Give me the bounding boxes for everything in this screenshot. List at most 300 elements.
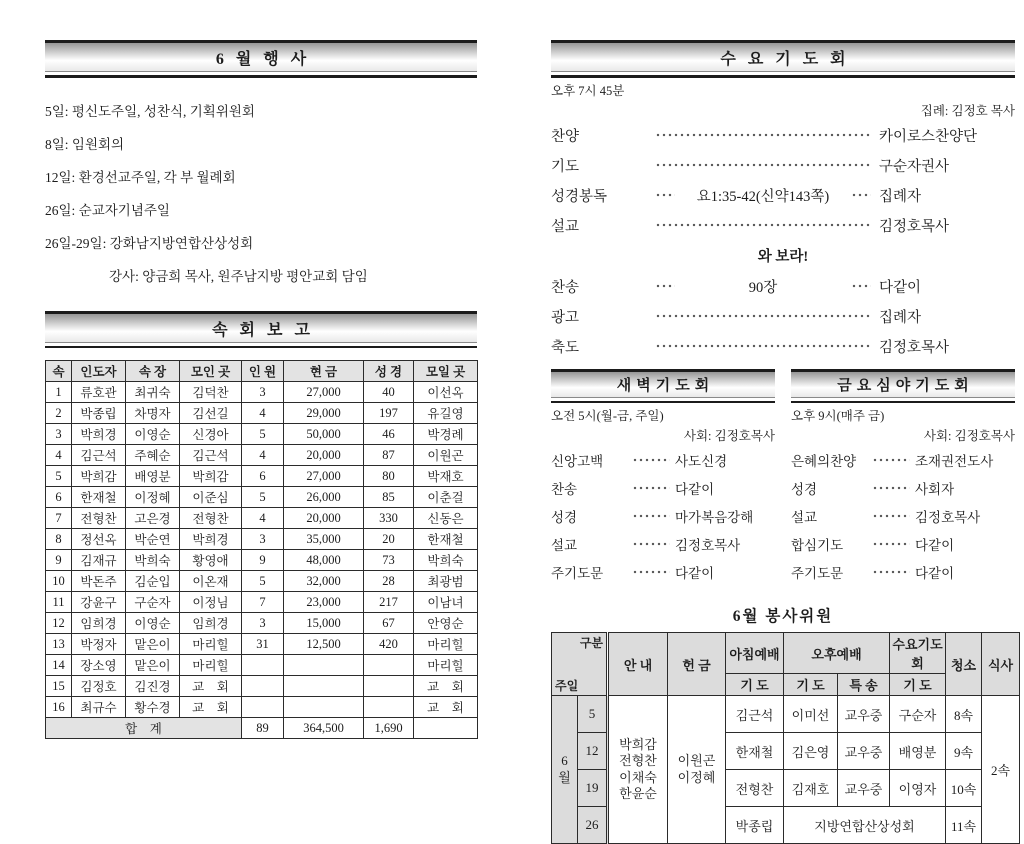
day-cell: 26 bbox=[578, 807, 608, 844]
col-header-meal: 식사 bbox=[982, 633, 1020, 696]
cleaning-cell: 11속 bbox=[946, 807, 982, 844]
committee-title: 6월 봉사위원 bbox=[732, 608, 834, 625]
dotted-leader bbox=[655, 339, 871, 353]
program-item-value: 김정호목사 bbox=[879, 218, 950, 235]
table-cell: 박순연 bbox=[126, 529, 180, 550]
dotted-leader bbox=[851, 279, 871, 293]
afternoon-prayer-cell: 김재호 bbox=[784, 770, 838, 807]
program-row bbox=[791, 478, 1015, 498]
table-row bbox=[46, 592, 478, 613]
dotted-leader bbox=[872, 481, 910, 495]
table-cell: 217 bbox=[364, 592, 414, 613]
table-cell: 한재철 bbox=[414, 529, 478, 550]
dotted-leader bbox=[632, 509, 670, 523]
day-cell: 19 bbox=[578, 770, 608, 807]
table-cell: 80 bbox=[364, 466, 414, 487]
table-cell bbox=[284, 676, 364, 697]
cleaning-cell: 8속 bbox=[946, 696, 982, 733]
total-place-cell bbox=[414, 718, 478, 739]
table-cell: 67 bbox=[364, 613, 414, 634]
table-cell: 12,500 bbox=[284, 634, 364, 655]
table-cell: 12 bbox=[46, 613, 72, 634]
table-cell: 이영순 bbox=[126, 613, 180, 634]
table-row bbox=[46, 655, 478, 676]
table-cell: 김정호 bbox=[72, 676, 126, 697]
table-cell: 한재철 bbox=[72, 487, 126, 508]
morning-prayer-cell: 김근석 bbox=[726, 696, 784, 733]
program-item-value: 김정호목사 bbox=[675, 538, 741, 553]
program-item-value: 다같이 bbox=[675, 482, 715, 497]
table-cell: 20 bbox=[364, 529, 414, 550]
table-cell: 김순입 bbox=[126, 571, 180, 592]
program-row bbox=[791, 562, 1015, 582]
program-item-value: 다같이 bbox=[879, 279, 922, 296]
table-cell: 이원곤 bbox=[414, 445, 478, 466]
table-cell: 박희숙 bbox=[414, 550, 478, 571]
afternoon-prayer-cell: 이미선 bbox=[784, 696, 838, 733]
day-cell: 5 bbox=[578, 696, 608, 733]
table-cell: 197 bbox=[364, 403, 414, 424]
morning-prayer-cell: 한재철 bbox=[726, 733, 784, 770]
program-row bbox=[791, 534, 1015, 554]
table-cell: 류호관 bbox=[72, 382, 126, 403]
table-cell: 14 bbox=[46, 655, 72, 676]
program-row bbox=[551, 306, 1015, 327]
committee-header-row-1 bbox=[552, 633, 1020, 674]
table-cell: 27,000 bbox=[284, 382, 364, 403]
table-cell: 15,000 bbox=[284, 613, 364, 634]
dotted-leader bbox=[655, 218, 871, 232]
event-item: 26일: 순교자기념주일 bbox=[45, 202, 170, 218]
table-cell bbox=[364, 676, 414, 697]
program-item-label: 성경 bbox=[551, 510, 578, 525]
table-cell: 유길영 bbox=[414, 403, 478, 424]
col-header-wednesday-service: 수요기도회 bbox=[890, 633, 946, 674]
table-cell: 10 bbox=[46, 571, 72, 592]
col-header-next-place: 모일 곳 bbox=[414, 361, 478, 382]
table-cell: 구순자 bbox=[126, 592, 180, 613]
table-cell: 6 bbox=[46, 487, 72, 508]
program-item-label: 설교 bbox=[551, 218, 580, 235]
table-cell: 29,000 bbox=[284, 403, 364, 424]
program-item-value: 다같이 bbox=[915, 538, 955, 553]
right-column bbox=[551, 40, 1015, 844]
program-row bbox=[551, 506, 775, 526]
program-item-label: 성경 bbox=[791, 482, 818, 497]
table-row bbox=[46, 676, 478, 697]
wed-prayer-cell: 구순자 bbox=[890, 696, 946, 733]
table-cell: 9 bbox=[242, 550, 284, 571]
sub-header-afternoon-prayer: 기 도 bbox=[784, 674, 838, 696]
table-cell: 5 bbox=[46, 466, 72, 487]
table-cell: 87 bbox=[364, 445, 414, 466]
meal-cell: 2속 bbox=[982, 696, 1020, 844]
table-cell: 신동은 bbox=[414, 508, 478, 529]
program-row bbox=[551, 534, 775, 554]
table-row bbox=[46, 550, 478, 571]
program-item-label: 주기도문 bbox=[791, 566, 844, 581]
left-column bbox=[45, 40, 477, 739]
cleaning-cell: 10속 bbox=[946, 770, 982, 807]
col-header-class-leader: 속 장 bbox=[126, 361, 180, 382]
program-item-value: 다같이 bbox=[675, 566, 715, 581]
program-row bbox=[791, 506, 1015, 526]
table-cell: 박돈주 bbox=[72, 571, 126, 592]
table-cell: 1 bbox=[46, 382, 72, 403]
program-item-detail: 요1:35-42(신약143쪽) bbox=[696, 188, 830, 205]
table-cell: 고은경 bbox=[126, 508, 180, 529]
header-rule bbox=[45, 346, 477, 349]
dawn-program bbox=[551, 450, 775, 582]
program-item-value: 김정호목사 bbox=[915, 510, 981, 525]
table-cell: 3 bbox=[46, 424, 72, 445]
table-cell: 73 bbox=[364, 550, 414, 571]
table-cell: 최귀숙 bbox=[126, 382, 180, 403]
table-cell: 강윤구 bbox=[72, 592, 126, 613]
table-cell: 박희숙 bbox=[126, 550, 180, 571]
dawn-time: 오전 5시(월-금, 주일) bbox=[551, 409, 664, 423]
col-header-afternoon-service: 오후예배 bbox=[784, 633, 890, 674]
program-row bbox=[551, 450, 775, 470]
program-item-label: 성경봉독 bbox=[551, 188, 608, 205]
class-report-header: 속회보고 bbox=[45, 311, 477, 343]
program-item-value: 마가복음강해 bbox=[675, 510, 754, 525]
table-row bbox=[46, 634, 478, 655]
table-cell: 박재호 bbox=[414, 466, 478, 487]
event-item: 8일: 임원회의 bbox=[45, 136, 125, 152]
program-item-label: 찬양 bbox=[551, 128, 580, 145]
offering-names-cell: 이원곤 이정혜 bbox=[668, 696, 726, 844]
table-row bbox=[46, 487, 478, 508]
table-cell: 26,000 bbox=[284, 487, 364, 508]
table-row bbox=[46, 508, 478, 529]
table-total-row bbox=[46, 718, 478, 739]
table-row bbox=[46, 571, 478, 592]
table-cell: 황수경 bbox=[126, 697, 180, 718]
program-item-value: 다같이 bbox=[915, 566, 955, 581]
table-cell: 박경례 bbox=[414, 424, 478, 445]
program-item-value: 집례자 bbox=[879, 188, 922, 205]
dotted-leader bbox=[872, 509, 910, 523]
table-cell: 차명자 bbox=[126, 403, 180, 424]
table-cell: 4 bbox=[242, 403, 284, 424]
section-wednesday-prayer bbox=[551, 40, 1015, 357]
table-cell: 85 bbox=[364, 487, 414, 508]
table-cell: 박정자 bbox=[72, 634, 126, 655]
dotted-leader bbox=[655, 128, 871, 142]
table-cell: 9 bbox=[46, 550, 72, 571]
program-row bbox=[551, 185, 1015, 206]
table-cell: 맡은이 bbox=[126, 634, 180, 655]
table-row bbox=[46, 697, 478, 718]
table-cell: 임희경 bbox=[180, 613, 242, 634]
morning-prayer-cell: 박종립 bbox=[726, 807, 784, 844]
program-item-label: 기도 bbox=[551, 158, 580, 175]
table-row bbox=[46, 529, 478, 550]
table-cell: 김근석 bbox=[72, 445, 126, 466]
friday-moderator: 사회: 김정호목사 bbox=[923, 429, 1015, 443]
table-cell: 김재규 bbox=[72, 550, 126, 571]
table-cell: 김진경 bbox=[126, 676, 180, 697]
wednesday-time: 오후 7시 45분 bbox=[551, 83, 625, 98]
col-header-guide: 안 내 bbox=[608, 633, 668, 696]
table-cell: 최규수 bbox=[72, 697, 126, 718]
col-header-morning-service: 아침예배 bbox=[726, 633, 784, 674]
col-header-sok: 속 bbox=[46, 361, 72, 382]
total-label-cell: 합 계 bbox=[46, 718, 242, 739]
dotted-leader bbox=[632, 481, 670, 495]
col-header-cash: 현 금 bbox=[284, 361, 364, 382]
table-cell: 48,000 bbox=[284, 550, 364, 571]
table-cell: 김선길 bbox=[180, 403, 242, 424]
table-cell: 장소영 bbox=[72, 655, 126, 676]
program-item-label: 설교 bbox=[791, 510, 818, 525]
table-cell: 이온재 bbox=[180, 571, 242, 592]
table-cell: 주혜순 bbox=[126, 445, 180, 466]
table-cell: 이선옥 bbox=[414, 382, 478, 403]
wednesday-program bbox=[551, 125, 1015, 236]
table-cell: 이정님 bbox=[180, 592, 242, 613]
table-cell: 20,000 bbox=[284, 508, 364, 529]
prayer-sections-row bbox=[551, 369, 1015, 591]
corner-label-juil: 주일 bbox=[555, 679, 579, 693]
program-item-value: 카이로스찬양단 bbox=[879, 128, 978, 145]
dotted-leader bbox=[632, 537, 670, 551]
program-row bbox=[551, 125, 1015, 146]
table-cell: 13 bbox=[46, 634, 72, 655]
program-item-label: 신앙고백 bbox=[551, 454, 604, 469]
program-item-label: 축도 bbox=[551, 339, 580, 356]
col-header-meeting-place: 모인 곳 bbox=[180, 361, 242, 382]
table-cell: 32,000 bbox=[284, 571, 364, 592]
table-row bbox=[46, 382, 478, 403]
table-cell: 정선옥 bbox=[72, 529, 126, 550]
program-item-value: 사도신경 bbox=[675, 454, 728, 469]
table-cell: 교 회 bbox=[180, 676, 242, 697]
hymn-call-title: 와 보라! bbox=[757, 248, 809, 265]
table-cell: 7 bbox=[46, 508, 72, 529]
table-cell bbox=[242, 655, 284, 676]
table-cell: 2 bbox=[46, 403, 72, 424]
table-cell bbox=[364, 697, 414, 718]
table-cell: 23,000 bbox=[284, 592, 364, 613]
dawn-moderator: 사회: 김정호목사 bbox=[683, 429, 775, 443]
afternoon-prayer-cell: 김은영 bbox=[784, 733, 838, 770]
program-row bbox=[551, 155, 1015, 176]
table-cell: 마리힐 bbox=[180, 655, 242, 676]
section-friday-prayer bbox=[791, 369, 1015, 591]
program-row bbox=[551, 215, 1015, 236]
table-cell: 마리힐 bbox=[414, 634, 478, 655]
program-row bbox=[551, 336, 1015, 357]
table-cell: 4 bbox=[46, 445, 72, 466]
table-cell bbox=[284, 655, 364, 676]
program-item-label: 주기도문 bbox=[551, 566, 604, 581]
table-cell: 420 bbox=[364, 634, 414, 655]
table-cell: 박종립 bbox=[72, 403, 126, 424]
event-item: 5일: 평신도주일, 성찬식, 기획위원회 bbox=[45, 103, 255, 119]
program-item-value: 집례자 bbox=[879, 309, 922, 326]
program-item-label: 찬송 bbox=[551, 279, 580, 296]
header-rule bbox=[551, 75, 1015, 78]
dotted-leader bbox=[872, 565, 910, 579]
wed-prayer-cell: 이영자 bbox=[890, 770, 946, 807]
corner-header-cell bbox=[552, 633, 608, 696]
table-row bbox=[46, 466, 478, 487]
table-cell: 46 bbox=[364, 424, 414, 445]
event-item: 26일-29일: 강화남지방연합산상성회 bbox=[45, 235, 254, 251]
dotted-leader bbox=[655, 188, 675, 202]
table-cell: 김근석 bbox=[180, 445, 242, 466]
table-cell: 맡은이 bbox=[126, 655, 180, 676]
wednesday-officiant: 집례: 김정호 목사 bbox=[920, 103, 1015, 118]
col-header-cleaning: 청소 bbox=[946, 633, 982, 696]
table-cell bbox=[364, 655, 414, 676]
special-song-cell: 교우중 bbox=[838, 770, 890, 807]
wednesday-program-2 bbox=[551, 276, 1015, 357]
month-cell: 6 월 bbox=[552, 696, 578, 844]
table-cell: 박희경 bbox=[180, 529, 242, 550]
day-cell: 12 bbox=[578, 733, 608, 770]
sub-header-wed-prayer: 기 도 bbox=[890, 674, 946, 696]
table-row bbox=[46, 403, 478, 424]
table-cell: 330 bbox=[364, 508, 414, 529]
friday-prayer-header: 금요심야기도회 bbox=[791, 369, 1015, 398]
section-june-events bbox=[45, 40, 477, 285]
table-cell: 40 bbox=[364, 382, 414, 403]
table-row bbox=[46, 424, 478, 445]
class-report-table bbox=[45, 360, 478, 739]
col-header-leader: 인도자 bbox=[72, 361, 126, 382]
morning-prayer-cell: 전형찬 bbox=[726, 770, 784, 807]
table-cell: 배영분 bbox=[126, 466, 180, 487]
total-members-cell: 89 bbox=[242, 718, 284, 739]
guide-names-cell: 박희감 전형찬 이채숙 한윤순 bbox=[608, 696, 668, 844]
dotted-leader bbox=[655, 158, 871, 172]
table-cell: 27,000 bbox=[284, 466, 364, 487]
table-cell: 11 bbox=[46, 592, 72, 613]
merged-event-cell: 지방연합산상성회 bbox=[784, 807, 946, 844]
table-cell: 박희감 bbox=[72, 466, 126, 487]
total-cash-cell: 364,500 bbox=[284, 718, 364, 739]
program-row bbox=[551, 478, 775, 498]
table-cell bbox=[242, 676, 284, 697]
dotted-leader bbox=[655, 279, 675, 293]
friday-program bbox=[791, 450, 1015, 582]
table-header-row bbox=[46, 361, 478, 382]
event-item: 12일: 환경선교주일, 각 부 월례회 bbox=[45, 169, 236, 185]
table-cell: 마리힐 bbox=[414, 655, 478, 676]
table-cell: 박희감 bbox=[180, 466, 242, 487]
dotted-leader bbox=[851, 188, 871, 202]
table-cell: 임희경 bbox=[72, 613, 126, 634]
header-rule bbox=[551, 401, 775, 404]
table-cell: 최광범 bbox=[414, 571, 478, 592]
program-item-value: 김정호목사 bbox=[879, 339, 950, 356]
dotted-leader bbox=[872, 537, 910, 551]
june-events-list bbox=[45, 100, 477, 285]
program-item-value: 조재권전도사 bbox=[915, 454, 994, 469]
table-cell: 교 회 bbox=[414, 697, 478, 718]
special-song-cell: 교우중 bbox=[838, 696, 890, 733]
table-cell: 8 bbox=[46, 529, 72, 550]
program-item-label: 은혜의찬양 bbox=[791, 454, 857, 469]
table-cell bbox=[284, 697, 364, 718]
table-cell: 50,000 bbox=[284, 424, 364, 445]
table-cell: 5 bbox=[242, 571, 284, 592]
event-item: 강사: 양금희 목사, 원주남지방 평안교회 담임 bbox=[109, 268, 368, 284]
header-rule bbox=[791, 401, 1015, 404]
special-song-cell: 교우중 bbox=[838, 733, 890, 770]
wed-prayer-cell: 배영분 bbox=[890, 733, 946, 770]
report-table-body bbox=[46, 382, 478, 718]
table-cell: 황영애 bbox=[180, 550, 242, 571]
header-rule bbox=[45, 75, 477, 78]
table-cell: 안영순 bbox=[414, 613, 478, 634]
table-cell: 16 bbox=[46, 697, 72, 718]
table-cell: 전형찬 bbox=[180, 508, 242, 529]
table-cell: 박희경 bbox=[72, 424, 126, 445]
program-item-label: 합심기도 bbox=[791, 538, 844, 553]
table-cell: 이정혜 bbox=[126, 487, 180, 508]
program-item-label: 광고 bbox=[551, 309, 580, 326]
table-cell: 3 bbox=[242, 529, 284, 550]
dotted-leader bbox=[872, 453, 910, 467]
table-cell: 이영순 bbox=[126, 424, 180, 445]
table-cell: 7 bbox=[242, 592, 284, 613]
program-row bbox=[551, 276, 1015, 297]
table-cell: 이춘걸 bbox=[414, 487, 478, 508]
table-cell: 4 bbox=[242, 508, 284, 529]
dotted-leader bbox=[632, 453, 670, 467]
program-item-detail: 90장 bbox=[748, 279, 778, 296]
friday-time: 오후 9시(매주 금) bbox=[791, 409, 885, 423]
sub-header-morning-prayer: 기 도 bbox=[726, 674, 784, 696]
committee-table bbox=[551, 632, 1020, 844]
table-cell: 신경아 bbox=[180, 424, 242, 445]
program-item-label: 설교 bbox=[551, 538, 578, 553]
table-cell: 마리힐 bbox=[180, 634, 242, 655]
june-events-header: 6월행사 bbox=[45, 40, 477, 72]
cleaning-cell: 9속 bbox=[946, 733, 982, 770]
col-header-members: 인 원 bbox=[242, 361, 284, 382]
dawn-prayer-header: 새벽기도회 bbox=[551, 369, 775, 398]
program-item-label: 찬송 bbox=[551, 482, 578, 497]
wednesday-prayer-header: 수요기도회 bbox=[551, 40, 1015, 72]
dotted-leader bbox=[655, 309, 871, 323]
committee-row bbox=[552, 696, 1020, 733]
table-cell: 15 bbox=[46, 676, 72, 697]
table-cell: 20,000 bbox=[284, 445, 364, 466]
table-cell: 28 bbox=[364, 571, 414, 592]
table-cell: 이남녀 bbox=[414, 592, 478, 613]
table-cell: 이준심 bbox=[180, 487, 242, 508]
table-cell: 3 bbox=[242, 613, 284, 634]
total-bible-cell: 1,690 bbox=[364, 718, 414, 739]
section-service-committee bbox=[551, 604, 1015, 844]
dotted-leader bbox=[632, 565, 670, 579]
col-header-offering: 헌 금 bbox=[668, 633, 726, 696]
corner-label-gubun: 구분 bbox=[579, 636, 603, 650]
section-class-report bbox=[45, 311, 477, 740]
program-row bbox=[551, 562, 775, 582]
table-cell: 교 회 bbox=[180, 697, 242, 718]
table-cell: 35,000 bbox=[284, 529, 364, 550]
section-dawn-prayer bbox=[551, 369, 775, 591]
table-cell: 김덕찬 bbox=[180, 382, 242, 403]
program-item-value: 구순자권사 bbox=[879, 158, 950, 175]
table-cell: 3 bbox=[242, 382, 284, 403]
